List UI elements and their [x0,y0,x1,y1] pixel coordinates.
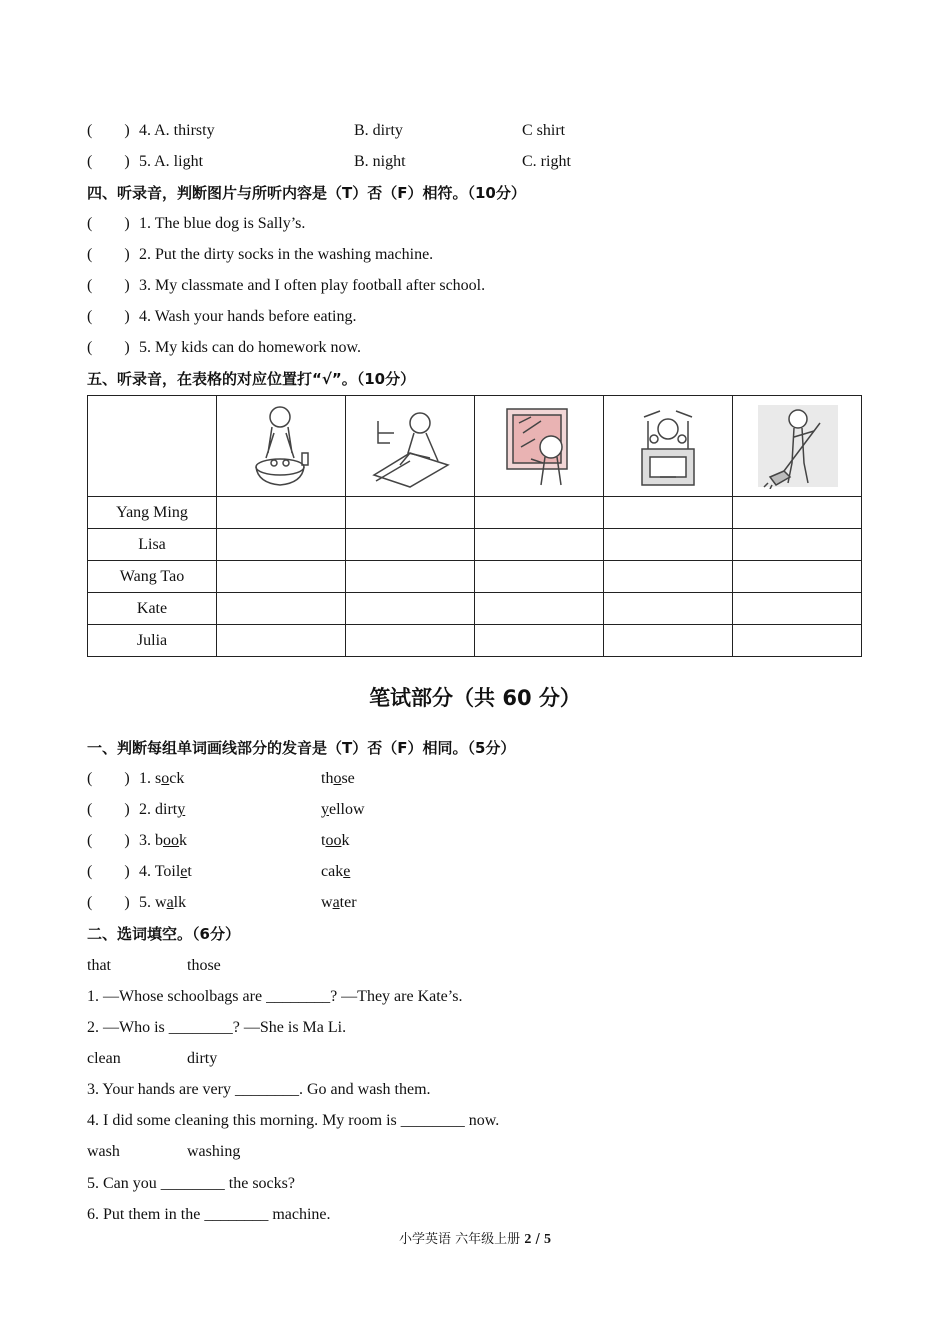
question-row [87,338,361,358]
word-part: w [155,894,167,911]
check-cell[interactable] [346,625,475,657]
question-text: 5. My kids can do homework now. [139,339,362,356]
option-b: B. dirty [354,122,403,139]
option-b: B. night [354,153,406,170]
page-footer [0,1228,950,1248]
check-cell[interactable] [217,593,346,625]
word-part: th [321,770,334,787]
check-cell[interactable] [733,561,862,593]
option-a: 5. A. light [139,153,204,170]
underlined-letters: a [332,894,340,911]
question-row [87,862,351,882]
question-row [87,121,566,141]
answer-paren: ( ) [87,308,130,325]
word-part: s [155,770,162,787]
question-num: 5. [139,894,155,911]
check-cell[interactable] [475,529,604,561]
question-text: 1. The blue dog is Sally’s. [139,215,306,232]
word-part: lk [173,894,187,911]
word-options [87,956,221,976]
student-name: Julia [88,625,217,657]
check-cell[interactable] [346,529,475,561]
table-row [88,497,862,529]
compare-word [321,769,355,789]
fill-question: 5. Can you ________ the socks? [87,1175,295,1192]
check-cell[interactable] [217,497,346,529]
question-row [87,214,305,234]
underlined-letters: e [180,863,188,880]
question-row [87,307,356,327]
word-part: cak [321,863,344,880]
answer-paren: ( ) [87,153,130,170]
check-cell[interactable] [217,625,346,657]
question-text: 3. My classmate and I often play football after school. [139,277,486,294]
check-cell[interactable] [475,625,604,657]
fill-question: 4. I did some cleaning this morning. My room is ________ now. [87,1112,500,1129]
table-row [88,625,862,657]
word-option: wash [87,1143,120,1160]
compare-word [321,862,350,882]
answer-paren: ( ) [87,801,130,818]
word-option: those [187,957,221,974]
word-part: t [321,832,326,849]
word-option: washing [187,1143,241,1160]
check-cell[interactable] [475,593,604,625]
section-five-heading: 五、听录音，在表格的对应位置打“√”。（10分） [87,370,416,388]
answer-paren: ( ) [87,832,130,849]
word-option: dirty [187,1050,218,1067]
word-part: Toil [154,863,181,880]
page-total: 5 [543,1232,551,1247]
fill-question: 6. Put them in the ________ machine. [87,1206,331,1223]
answer-paren: ( ) [87,215,130,232]
check-cell[interactable] [346,561,475,593]
option-c: C shirt [522,122,566,139]
fill-question: 3. Your hands are very ________. Go and wash them. [87,1081,431,1098]
student-name: Wang Tao [88,561,217,593]
table-row [88,561,862,593]
footer-label: 小学英语 六年级上册 [399,1232,521,1247]
check-cell[interactable] [604,625,733,657]
underlined-letters: o [161,770,170,787]
making-bed-picture [346,396,475,497]
answer-paren: ( ) [87,277,130,294]
listening-table [87,395,862,657]
compare-word [321,831,349,851]
compare-word [321,893,357,913]
question-num: 3. [139,832,155,849]
word-part: dirt [155,801,178,818]
question-text: 2. Put the dirty socks in the washing machine. [139,246,434,263]
written-one-heading: 一、判断每组单词画线部分的发音是（T）否（F）相同。（5分） [87,739,516,757]
answer-paren: ( ) [87,246,130,263]
compare-word [321,800,365,820]
word-part: ter [339,894,357,911]
answer-paren: ( ) [87,863,130,880]
question-num: 4. [139,863,155,880]
underlined-letters: e [343,863,351,880]
underlined-letters: a [166,894,174,911]
word-part: ellow [329,801,365,818]
option-a: 4. A. thirsty [139,122,215,139]
answer-paren: ( ) [87,894,130,911]
word-part: ck [169,770,185,787]
table-row [88,593,862,625]
answer-paren: ( ) [87,770,130,787]
underlined-letters: y [321,801,329,818]
underlined-letters: o [333,770,342,787]
question-row [87,769,355,789]
check-cell[interactable] [733,593,862,625]
check-cell[interactable] [733,529,862,561]
check-cell[interactable] [475,561,604,593]
check-cell[interactable] [604,497,733,529]
word-options [87,1049,218,1069]
question-row [87,800,365,820]
question-text: 4. Wash your hands before eating. [139,308,357,325]
question-row [87,893,357,913]
option-c: C. right [522,153,571,170]
student-name: Kate [88,593,217,625]
word-options [87,1142,241,1162]
word-part: b [155,832,163,849]
underlined-letters: oo [325,832,342,849]
check-cell[interactable] [733,625,862,657]
student-name: Yang Ming [88,497,217,529]
word-option: clean [87,1050,121,1067]
washing-clothes-picture [217,396,346,497]
word-part: k [179,832,187,849]
section-four-heading: 四、听录音，判断图片与所听内容是（T）否（F）相符。（10分） [87,184,526,202]
fill-question: 1. —Whose schoolbags are ________? —They are Kate’s. [87,988,463,1005]
question-row [87,152,571,172]
answer-paren: ( ) [87,122,130,139]
word-part: t [187,863,192,880]
underlined-letters: y [177,801,186,818]
check-cell[interactable] [217,561,346,593]
question-row [87,831,350,851]
answer-paren: ( ) [87,339,130,356]
check-cell[interactable] [604,561,733,593]
check-cell[interactable] [475,497,604,529]
check-cell[interactable] [217,529,346,561]
question-row [87,245,433,265]
sweeping-floor-picture [733,396,862,497]
check-cell[interactable] [346,497,475,529]
word-part: se [341,770,355,787]
word-part: k [341,832,350,849]
question-num: 1. [139,770,155,787]
question-num: 2. [139,801,155,818]
underlined-letters: oo [163,832,179,849]
washing-dishes-picture [604,396,733,497]
check-cell[interactable] [346,593,475,625]
check-cell[interactable] [733,497,862,529]
table-corner-cell [88,396,217,497]
cleaning-window-picture [475,396,604,497]
written-part-title: 笔试部分（共 60 分） [369,686,581,710]
page-separator: / [531,1232,544,1247]
student-name: Lisa [88,529,217,561]
page-number: 2 [524,1232,532,1247]
fill-question: 2. —Who is ________? —She is Ma Li. [87,1019,347,1036]
check-cell[interactable] [604,593,733,625]
word-part: w [321,894,333,911]
written-two-heading: 二、选词填空。（6分） [87,925,240,943]
table-row [88,529,862,561]
question-row [87,276,485,296]
word-option: that [87,957,111,974]
check-cell[interactable] [604,529,733,561]
